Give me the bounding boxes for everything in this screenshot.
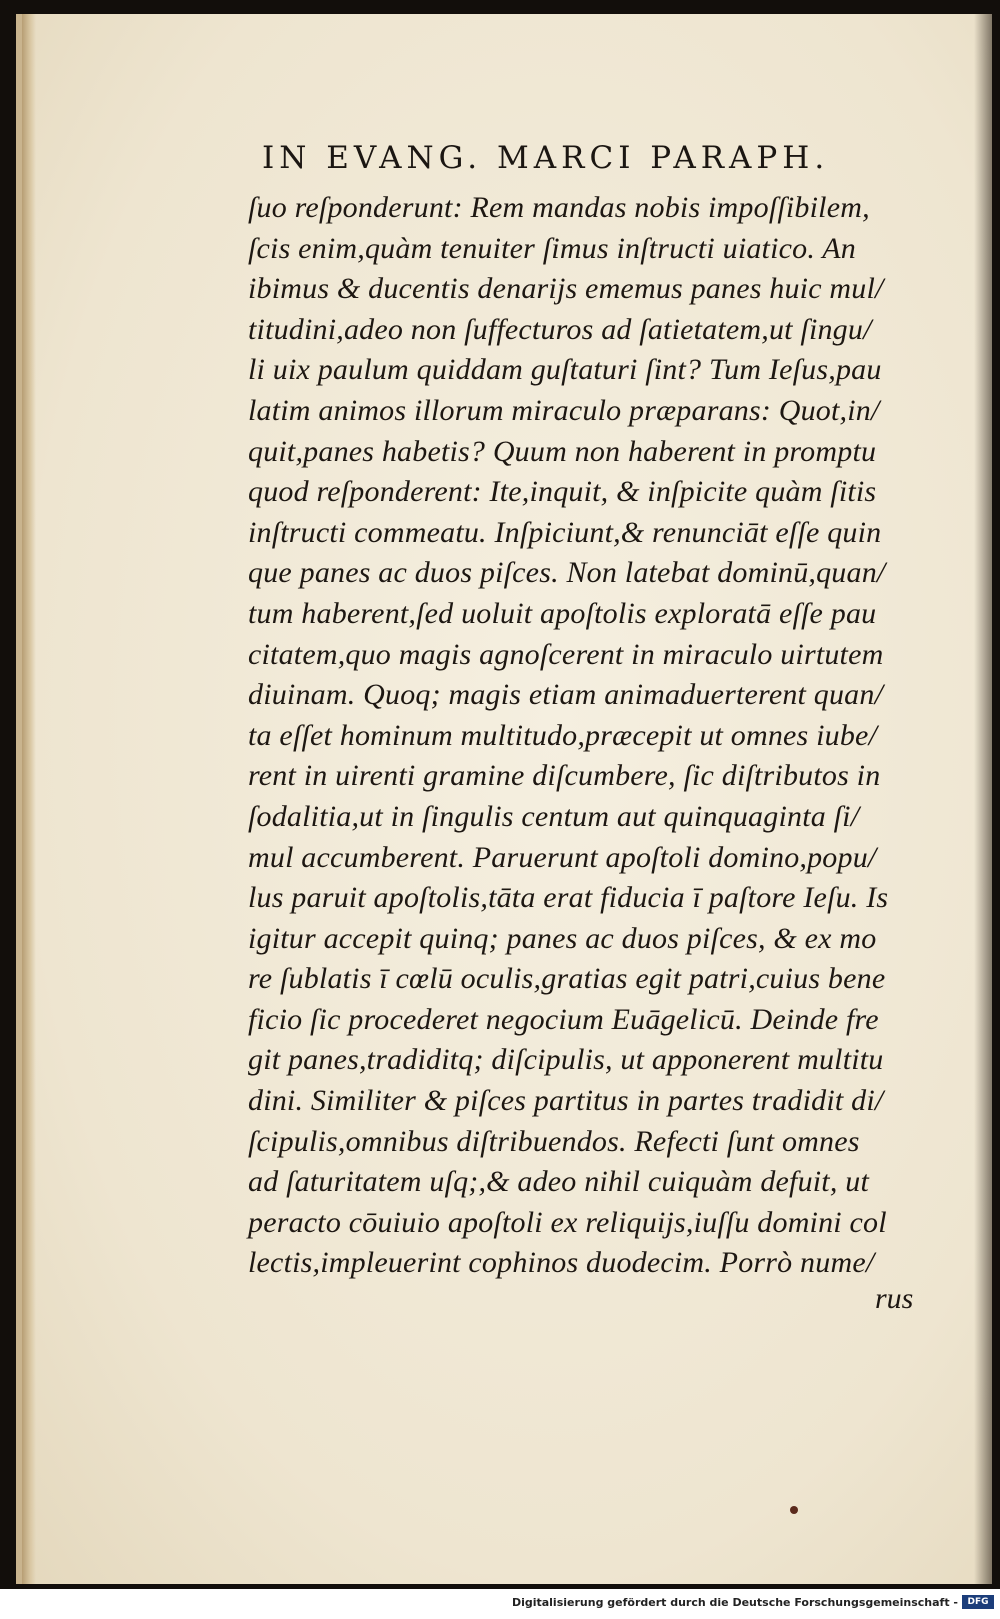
text-line: que panes ac duos piſces. Non latebat dominū,quan/ [248, 556, 886, 590]
text-line: dini. Similiter & piſces partitus in partes tradidit di/ [248, 1084, 884, 1118]
text-line: ta eſſet hominum multitudo,præcepit ut omnes iube/ [248, 718, 878, 752]
text-line: ad ſaturitatem uſq;,& adeo nihil cuiquàm defuit, ut [248, 1165, 869, 1199]
text-line: diuinam. Quoq; magis etiam animaduerterent quan/ [248, 678, 884, 712]
text-line: latim animos illorum miraculo præparans: Quot,in/ [248, 393, 880, 427]
text-line: citatem,quo magis agnoſcerent in miraculo uirtutem [248, 637, 884, 671]
ink-spot [790, 1506, 798, 1514]
text-line: ficio ſic procederet negocium Euāgelicū. Deinde fre [248, 1002, 879, 1036]
text-line: ſcis enim,quàm tenuiter ſimus inſtructi uiatico. An [248, 231, 856, 265]
text-line: re ſublatis ī cœlū oculis,gratias egit patri,cuius bene [248, 962, 886, 996]
text-line: ſodalitia,ut in ſingulis centum aut quinquaginta ſi/ [248, 799, 860, 833]
page-gutter-edge [22, 14, 36, 1584]
text-line: igitur accepit quinq; panes ac duos piſces, & ex mo [248, 921, 877, 955]
body-text [248, 188, 948, 1284]
text-line: mul accumberent. Paruerunt apoſtoli domino,popu/ [248, 840, 877, 874]
text-line: lectis,impleuerint cophinos duodecim. Porrò nume/ [248, 1246, 875, 1280]
text-line: tum haberent,ſed uoluit apoſtolis exploratā eſſe pau [248, 596, 877, 630]
text-line: ſuo reſponderunt: Rem mandas nobis impoſſibilem, [248, 191, 870, 224]
text-line: ſcipulis,omnibus diſtribuendos. Refecti ſunt omnes [248, 1124, 860, 1158]
text-line: git panes,tradiditq; diſcipulis, ut apponerent multitu [248, 1043, 884, 1077]
text-line: ibimus & ducentis denarijs ememus panes huic mul/ [248, 272, 884, 306]
text-line: peracto cōuiuio apoſtoli ex reliquijs,iuſſu domini col [248, 1205, 887, 1239]
text-line: titudini,adeo non ſuffecturos ad ſatietatem,ut ſingu/ [248, 312, 872, 346]
catchword: rus [875, 1282, 914, 1315]
text-line: inſtructi commeatu. Inſpiciunt,& renunciāt eſſe quin [248, 515, 882, 549]
text-line: lus paruit apoſtolis,tāta erat fiducia ī paſtore Ieſu. Is [248, 881, 889, 915]
text-line: quod reſponderent: Ite,inquit, & inſpicite quàm ſitis [248, 475, 877, 509]
dfg-logo: DFG [962, 1595, 994, 1609]
text-line: rent in uirenti gramine diſcumbere, ſic diſtributos in [248, 759, 881, 793]
text-line: quit,panes habetis? Quum non haberent in promptu [248, 434, 877, 468]
funding-credit: Digitalisierung gefördert durch die Deutsche Forschungsgemeinschaft - [511, 1596, 958, 1609]
footer-bar [0, 1589, 1000, 1619]
page-edge-shadow [974, 14, 992, 1584]
running-head: IN EVANG. MARCI PARAPH. [262, 140, 830, 176]
text-line: li uix paulum quiddam guſtaturi ſint? Tum Ieſus,pau [248, 353, 882, 387]
